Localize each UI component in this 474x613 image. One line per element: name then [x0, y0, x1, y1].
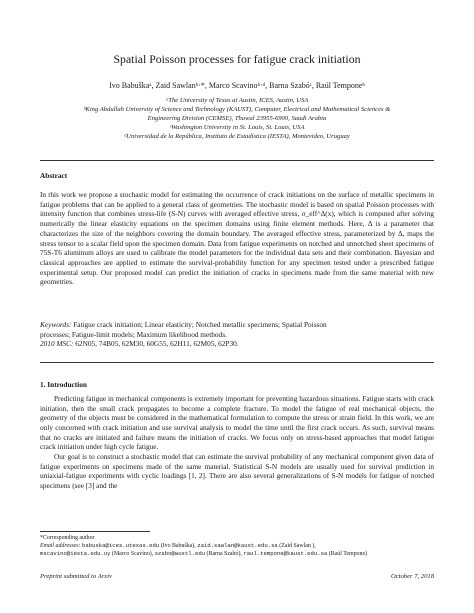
email-label: Email addresses:: [40, 543, 81, 550]
email-tempone[interactable]: raul.tempone@kaust.edu.sa: [243, 550, 328, 558]
email-tempone-name: (Raúl Tempone): [328, 551, 368, 558]
email-szabo[interactable]: szabo@wustl.edu: [154, 550, 206, 558]
footnotes: [40, 534, 434, 558]
keywords-text-1: Fatigue crack initiation; Linear elasticity; Notched metallic specimens; Spatial Poisson: [73, 320, 327, 329]
author-list: Ivo Babuškaᵃ, Zaid Sawlanᵇ·*, Marco Scavinoᵇ·ᵈ, Barna Szabóᶜ, Raúl Temponeᵇ: [109, 81, 365, 90]
paper-title: Spatial Poisson processes for fatigue crack initiation: [113, 52, 361, 66]
affiliation-c: ᶜWashington University in St. Louis, St. Louis, USA: [169, 123, 305, 131]
footnote-rule: [40, 531, 150, 532]
msc-line: [40, 339, 434, 349]
email-scavino-name: (Marco Scavino),: [111, 551, 154, 558]
intro-paragraph-1: Predicting fatigue in mechanical components is extremely important for preventing hazardous situations. Fatigue starts with crack initiation, then the small crack propagates to become a complete fracture. To model the fatigue of real mechanical objects, the geometry of the objects must be considered in the mathematical formulation to compute the stress or strain field. In this work, we are only concerned with crack initiation and use survival analysis to model the time until the first crack occurs. As such, survival means that no cracks are initiated and failure means the initiation of cracks. We focus only on stress-based approaches that model fatigue crack initiation under high cycle fatigue.: [40, 394, 434, 452]
affiliation-b-cont: Engineering Division (CEMSE), Thuwal 23955-6900, Saudi Arabia: [147, 114, 327, 122]
footnote-email-line-1: [40, 542, 434, 550]
introduction-body: [40, 394, 434, 491]
affiliation-a: ᵃThe University of Texas at Austin, ICES, Austin, USA: [165, 97, 309, 104]
email-sawlan[interactable]: zaid.sawlan@kaust.edu.sa: [197, 542, 278, 550]
email-babuska-name: (Ivo Babuška),: [160, 543, 196, 550]
keywords-line-1: [40, 320, 434, 330]
footnote-email-line-2: [40, 550, 434, 558]
affiliation-d: ᵈUniversidad de la República, Instituto de Estadística (IESTA), Montevideo, Uruguay: [124, 132, 350, 140]
section-heading-introduction: 1. Introduction: [40, 380, 87, 389]
affiliations: [30, 97, 444, 142]
footnote-corresponding: *Corresponding author: [40, 535, 95, 541]
intro-paragraph-2: Our goal is to construct a stochastic model that can estimate the survival probability of any mechanical component given data of fatigue experiments on specimens made of the same material. Statistical S-N models are usually used for survival prediction in uniaxial-fatigue experiments with cyclic loadings [1, 2]. There are also several generalizations of S-N models for fatigue of notched specimens (see [3] and the: [40, 451, 434, 490]
msc-label: 2010 MSC:: [40, 339, 74, 349]
abstract-bottom-rule: [40, 362, 434, 363]
abstract-paragraph: In this work we propose a stochastic model for estimating the occurrence of crack initiations on the surface of metallic specimens in fatigue problems that can be applied to a general class of geometries. The stochastic model is based on spatial Poisson processes with intensity function that combines stress-life (S-N) curves with averaged effective stress, σ_eff^Δ(x), which is computed after solving numerically the linear elasticity equations on the specimen domains using finite element methods. Here, Δ is a parameter that characterizes the size of the neighbors covering the domain boundary. The averaged effective stress, parameterized by Δ, maps the stress tensor to a scalar field upon the specimen domain. Data from fatigue experiments on notched and unnotched sheet specimens of 75S-T6 aluminum alloys are used to calibrate the model parameters for the individual data sets and their combination. Bayesian and classical approaches are applied to estimate the survival-probability function for any specimen tested under a prescribed fatigue experimental setup. Our proposed model can predict the initiation of cracks in specimens made from the same material with new geometries.: [40, 190, 434, 287]
abstract-top-rule: [40, 160, 434, 161]
email-scavino[interactable]: mscavino@iesta.edu.uy: [40, 550, 111, 558]
affiliation-b: ᵇKing Abdullah University of Science and Technology (KAUST), Computer, Electrical and Mathematical Sciences &: [83, 105, 391, 113]
email-babuska[interactable]: babuska@ices.utexas.edu: [82, 542, 160, 550]
email-szabo-name: (Barna Szabó),: [206, 551, 242, 558]
abstract-heading: Abstract: [40, 171, 68, 180]
preprint-note: Preprint submitted to Arxiv: [40, 573, 112, 580]
abstract-text: [40, 190, 434, 287]
keywords-text-2: processes; Fatigue-limit models; Maximum likelihood methods.: [40, 329, 227, 339]
email-sawlan-name: (Zaid Sawlan ),: [279, 543, 316, 550]
keywords-block: [40, 320, 434, 349]
submission-date: October 7, 2018: [390, 573, 434, 580]
keywords-label: Keywords:: [40, 320, 72, 329]
msc-codes: 62N05, 74B05, 62M30, 60G55, 62H11, 62M05, 62P30.: [75, 339, 239, 349]
